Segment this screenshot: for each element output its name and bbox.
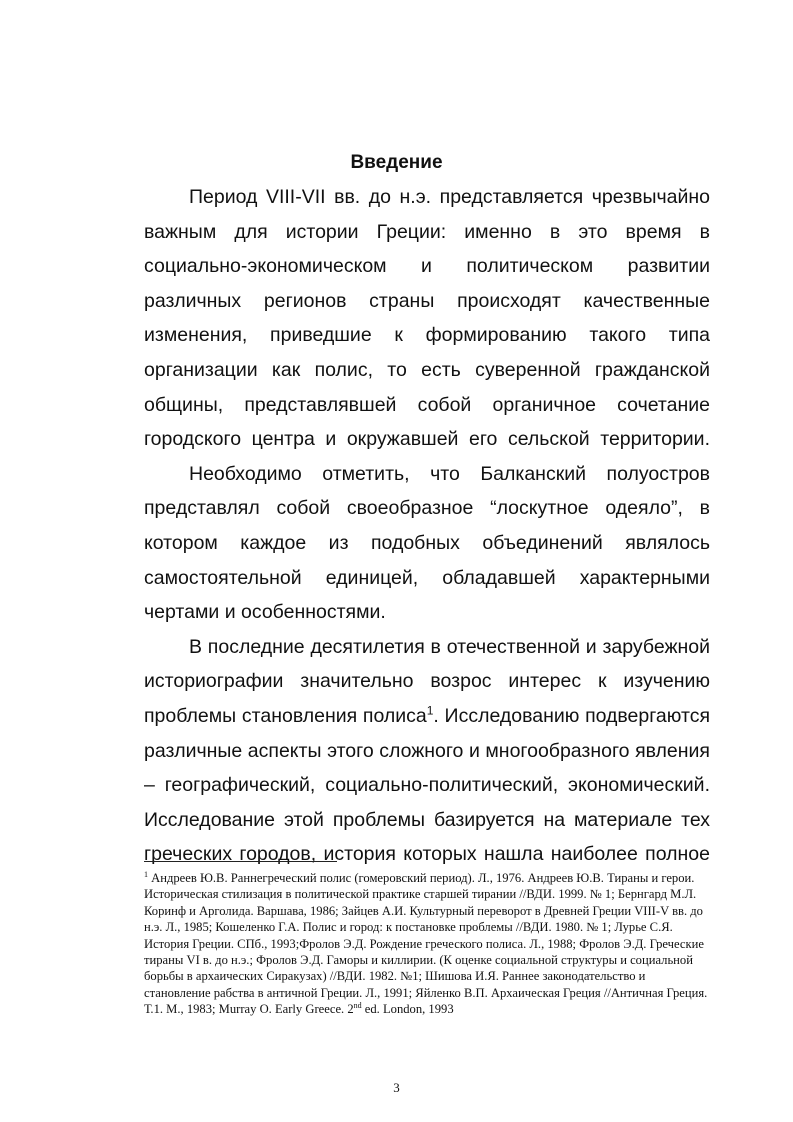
paragraph-1-text: Период VIII-VII вв. до н.э. представляется чрезвычайно важным для истории Греции: именно в это время в социально-экономическом и политическом развитии различных регионов страны происходят качественные изменения, приведшие к формированию такого типа организации как полис, то есть суверенной гражданской общины, представлявшей собой органичное сочетание городского центра и окружавшей его сельской территории. xyxy=(144,186,710,451)
footnote-separator xyxy=(144,861,337,862)
paragraph-1 xyxy=(144,180,710,457)
page-title: Введение xyxy=(350,152,443,173)
footnote-text-end: ed. London, 1993 xyxy=(361,1002,454,1017)
footnote-reference[interactable]: 1 xyxy=(426,703,434,718)
paragraph-3-text-start: В последние десятилетия в отечественной и зарубежной историографии значительно возрос интерес к изучению проблемы становления полиса xyxy=(144,635,710,727)
paragraph-2-text: Необходимо отметить, что Балканский полуостров представлял собой своеобразное “лоскутное одеяло”, в котором каждое из подобных объединений являлось самостоятельной единицей, обладавшей характерными чертами и особенностями. xyxy=(144,462,710,624)
main-text xyxy=(144,180,710,872)
footnote xyxy=(144,870,710,1018)
footnote-text-start: Андреев Ю.В. Раннегреческий полис (гомеровский период). Л., 1976. Андреев Ю.В. Тираны и герои. Историческая стилизация в политической практике старшей тирании //ВДИ. 1999. № 1; Бернгард М.Л. Коринф и Арголида. Варшава, 1986; Зайцев А.И. Культурный переворот в Древней Греции VIII-V вв. до н.э. Л., 1985; Кошеленко Г.А. Полис и город: к постановке проблемы //ВДИ. 1980. № 1; Лурье С.Я. История Греции. СПб., 1993;Фролов Э.Д. Рождение греческого полиса. Л., 1988; Фролов Э.Д. Греческие тираны VI в. до н.э.; Фролов Э.Д. Гаморы и киллирии. (К оценке социальной структуры и социальной борьбы в архаических Сиракузах) //ВДИ. 1982. №1; Шишова И.Я. Раннее законодательство и становление рабства в античной Греции. Л., 1991; Яйленко В.П. Архаическая Греция //Античная Греция. Т.1. М., 1983; Murray O. Early Greece. 2 xyxy=(144,871,708,1017)
paragraph-2 xyxy=(144,457,710,630)
footnote-marker: 1 xyxy=(144,869,148,879)
paragraph-3-text-end: . Исследованию подвергаются различные аспекты этого сложного и многообразного явления – географический, социально-политический, экономический. Исследование этой проблемы базируется на материале тех греческих городов, история которых нашла наиболее полное xyxy=(144,704,710,866)
footnote-ordinal-suffix: nd xyxy=(353,1001,362,1011)
paragraph-3 xyxy=(144,630,710,872)
page-number: 3 xyxy=(393,1080,400,1095)
